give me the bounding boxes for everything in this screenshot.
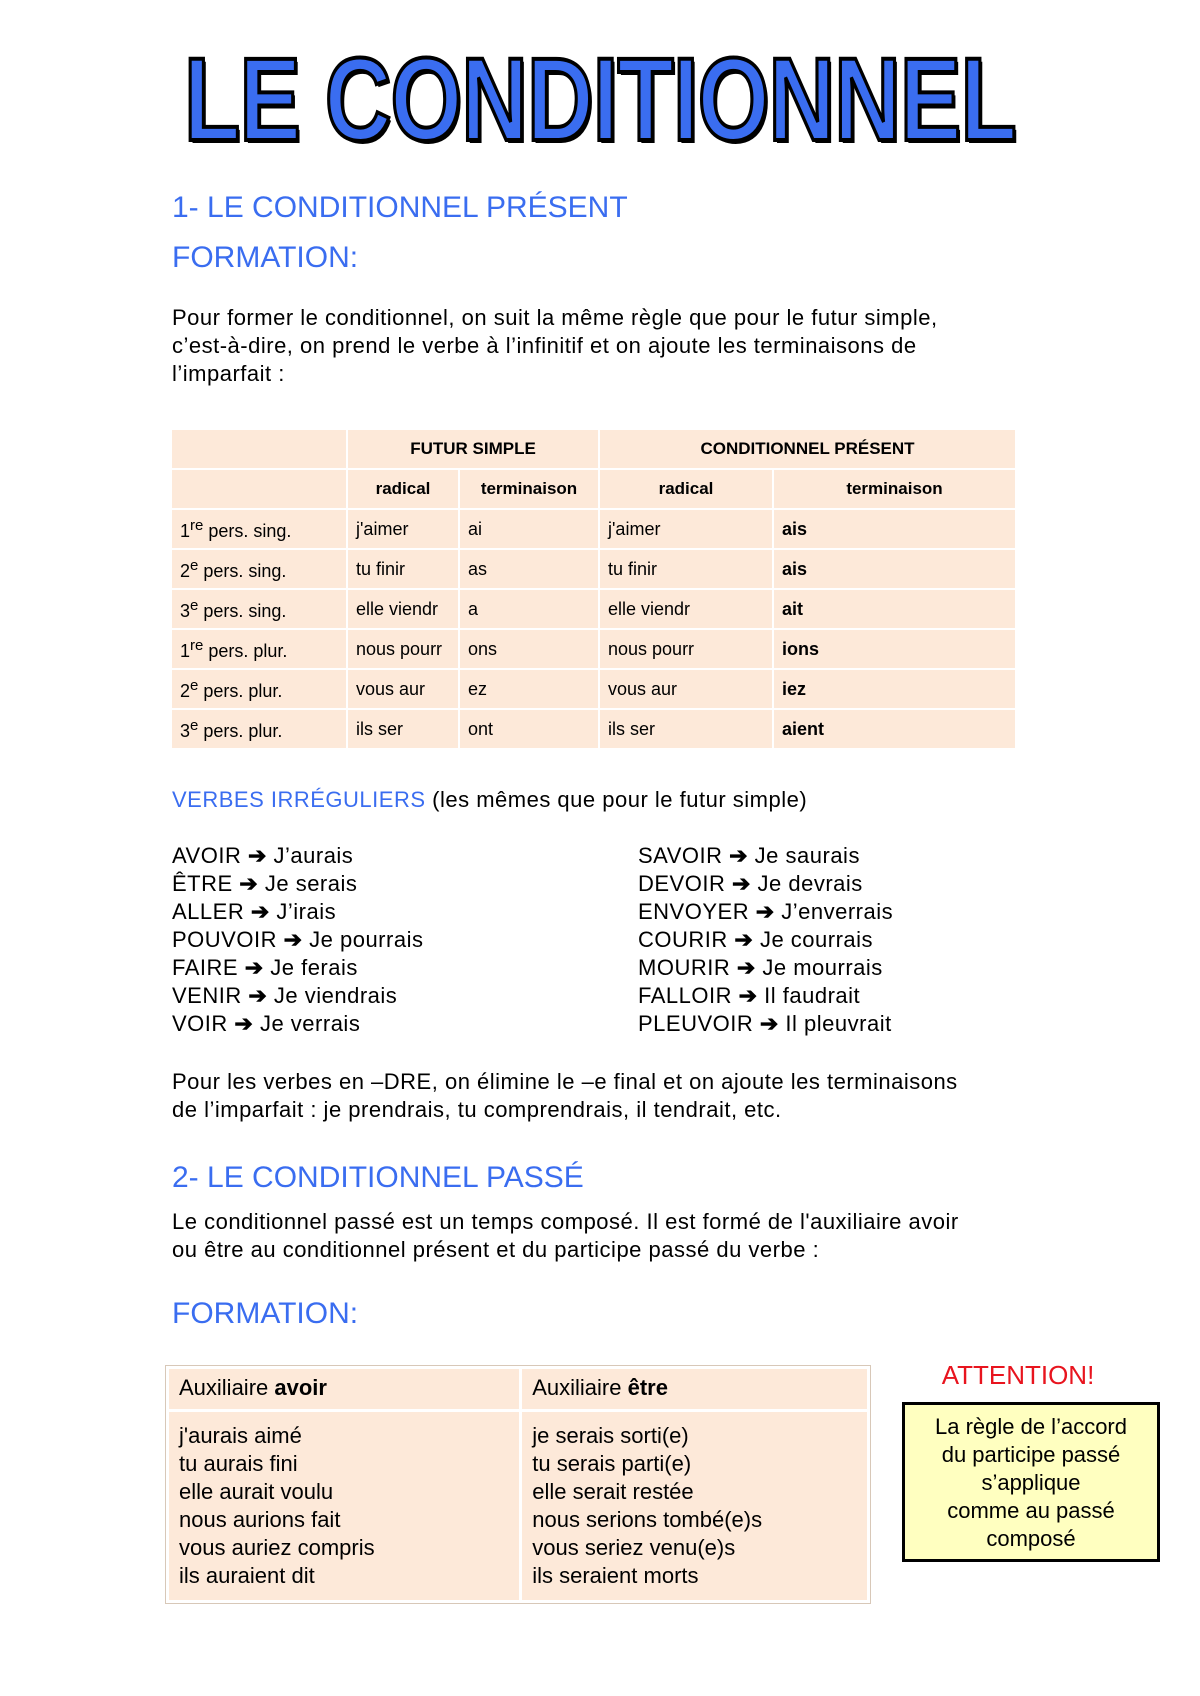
person-cell (172, 510, 346, 548)
formation-label-1: FORMATION: (172, 241, 359, 274)
note-line: du participe passé (941, 1442, 1121, 1467)
irregular-heading (172, 786, 807, 814)
example-line: j'aurais aimé (179, 1423, 302, 1448)
irregular-verb-line (638, 870, 893, 898)
intro-line: l’imparfait : (172, 361, 285, 386)
intro-paragraph-1 (172, 304, 1052, 388)
person-cell (172, 630, 346, 668)
irregular-verb: PLEUVOIR (638, 1011, 760, 1036)
dre-paragraph (172, 1068, 1052, 1124)
dre-line: de l’imparfait : je prendrais, tu comprendrais, il tendrait, etc. (172, 1097, 782, 1122)
irregular-verb-line (638, 1010, 893, 1038)
futur-ending-cell: as (460, 550, 598, 588)
cond-radical-cell: nous pourr (600, 630, 772, 668)
person-number: 3 (180, 720, 191, 741)
futur-ending-cell: ons (460, 630, 598, 668)
person-suffix: e (190, 716, 199, 734)
irregular-verb-line (638, 898, 893, 926)
futur-simple-header: FUTUR SIMPLE (348, 430, 598, 468)
cond-ending-cell: iez (774, 670, 1015, 708)
irregular-verb-line (172, 898, 423, 926)
person-number: 1 (180, 640, 191, 661)
person-label: pers. sing. (198, 600, 287, 621)
section2-heading: 2- LE CONDITIONNEL PASSÉ (172, 1161, 584, 1194)
example-line: ils auraient dit (179, 1563, 315, 1588)
table-row (172, 550, 1015, 588)
person-label: pers. plur. (203, 640, 288, 661)
irregular-form: J’enverrais (774, 899, 894, 924)
section1-heading: 1- LE CONDITIONNEL PRÉSENT (172, 191, 628, 224)
irregular-form: Je verrais (253, 1011, 361, 1036)
futur-radical-cell: vous aur (348, 670, 458, 708)
person-cell (172, 710, 346, 748)
sub-header: terminaison (460, 470, 598, 508)
irregular-verb: POUVOIR (172, 927, 284, 952)
etre-header (522, 1369, 867, 1409)
irregular-form: Il faudrait (757, 983, 861, 1008)
person-number: 2 (180, 560, 191, 581)
irregular-verb: AVOIR (172, 843, 248, 868)
etre-examples (522, 1412, 867, 1600)
cond-radical-cell: elle viendr (600, 590, 772, 628)
auxiliary-table (166, 1366, 870, 1603)
note-line: composé (986, 1526, 1076, 1551)
irregular-verb: VENIR (172, 983, 249, 1008)
arrow-icon: ➔ (244, 955, 264, 980)
irregular-list-right (638, 842, 893, 1038)
sub-header: radical (600, 470, 772, 508)
example-line: vous auriez compris (179, 1535, 375, 1560)
irregular-verb: SAVOIR (638, 843, 730, 868)
example-line: nous aurions fait (179, 1507, 341, 1532)
avoir-examples (169, 1412, 519, 1600)
irregular-verb: ALLER (172, 899, 251, 924)
person-label: pers. sing. (198, 560, 287, 581)
sub-header: radical (348, 470, 458, 508)
irregular-note: (les mêmes que pour le futur simple) (425, 787, 808, 812)
irregular-verb-line (172, 870, 423, 898)
example-line: tu aurais fini (179, 1451, 298, 1476)
arrow-icon: ➔ (234, 1011, 254, 1036)
irregular-verb-line (172, 926, 423, 954)
note-line: s’applique (981, 1470, 1081, 1495)
cond-ending-cell: ais (774, 550, 1015, 588)
person-cell (172, 550, 346, 588)
irregular-verb: COURIR (638, 927, 735, 952)
example-line: nous serions tombé(e)s (532, 1507, 763, 1532)
arrow-icon: ➔ (250, 899, 270, 924)
irregular-verb: MOURIR (638, 955, 737, 980)
arrow-icon: ➔ (736, 955, 756, 980)
intro-line: ou être au conditionnel présent et du participe passé du verbe : (172, 1237, 820, 1262)
arrow-icon: ➔ (755, 899, 775, 924)
futur-ending-cell: ez (460, 670, 598, 708)
irregular-verb-line (638, 842, 893, 870)
irregular-verb-line (638, 954, 893, 982)
note-line: La règle de l’accord (934, 1414, 1127, 1439)
irregular-list-left (172, 842, 423, 1038)
irregular-form: J’aurais (266, 843, 354, 868)
intro-paragraph-2 (172, 1208, 1052, 1264)
irregular-verb-line (172, 954, 423, 982)
person-label: pers. plur. (198, 680, 283, 701)
cond-radical-cell: tu finir (600, 550, 772, 588)
irregular-verb: FAIRE (172, 955, 245, 980)
futur-ending-cell: ai (460, 510, 598, 548)
cond-ending-cell: ions (774, 630, 1015, 668)
person-cell (172, 670, 346, 708)
cond-ending-cell: ait (774, 590, 1015, 628)
table-corner-cell (172, 470, 346, 508)
irregular-verb-line (172, 1010, 423, 1038)
cond-ending-cell: ais (774, 510, 1015, 548)
table-group-header-row (172, 430, 1015, 468)
irregular-verb-line (638, 982, 893, 1010)
irregular-form: Je mourrais (755, 955, 883, 980)
arrow-icon: ➔ (738, 983, 758, 1008)
person-cell (172, 590, 346, 628)
irregular-form: Je devrais (750, 871, 863, 896)
irregular-verb: ENVOYER (638, 899, 756, 924)
arrow-icon: ➔ (283, 927, 303, 952)
irregular-form: Il pleuvrait (778, 1011, 892, 1036)
table-corner-cell (172, 430, 346, 468)
cond-radical-cell: ils ser (600, 710, 772, 748)
intro-line: Le conditionnel passé est un temps composé. Il est formé de l'auxiliaire avoir (172, 1209, 959, 1234)
person-number: 2 (180, 680, 191, 701)
table-body (172, 510, 1015, 748)
irregular-verb: VOIR (172, 1011, 235, 1036)
arrow-icon: ➔ (248, 983, 268, 1008)
table-row (172, 670, 1015, 708)
sub-header: terminaison (774, 470, 1015, 508)
attention-label: ATTENTION! (941, 1360, 1095, 1390)
avoir-header-prefix: Auxiliaire (179, 1375, 275, 1400)
etre-header-prefix: Auxiliaire (532, 1375, 628, 1400)
futur-ending-cell: ont (460, 710, 598, 748)
person-label: pers. plur. (198, 720, 283, 741)
irregular-verb: DEVOIR (638, 871, 732, 896)
person-suffix: e (190, 676, 199, 694)
irregular-form: Je saurais (748, 843, 860, 868)
example-line: tu serais parti(e) (532, 1451, 692, 1476)
futur-radical-cell: tu finir (348, 550, 458, 588)
example-line: vous seriez venu(e)s (532, 1535, 736, 1560)
arrow-icon: ➔ (731, 871, 751, 896)
table-row (172, 510, 1015, 548)
aux-body-row (169, 1412, 867, 1600)
futur-radical-cell: elle viendr (348, 590, 458, 628)
futur-ending-cell: a (460, 590, 598, 628)
person-number: 3 (180, 600, 191, 621)
aux-header-row (169, 1369, 867, 1409)
irregular-form: Je ferais (263, 955, 358, 980)
accord-note-box (902, 1402, 1160, 1562)
futur-radical-cell: ils ser (348, 710, 458, 748)
irregular-verb: FALLOIR (638, 983, 739, 1008)
person-label: pers. sing. (203, 520, 292, 541)
example-line: je serais sorti(e) (532, 1423, 689, 1448)
person-suffix: e (190, 596, 199, 614)
irregular-verb-line (172, 982, 423, 1010)
irregular-form: Je serais (258, 871, 358, 896)
irregular-verb: ÊTRE (172, 871, 240, 896)
example-line: ils seraient morts (532, 1563, 699, 1588)
arrow-icon: ➔ (734, 927, 754, 952)
irregular-label: VERBES IRRÉGULIERS (172, 787, 426, 812)
futur-radical-cell: nous pourr (348, 630, 458, 668)
table-sub-header-row (172, 470, 1015, 508)
arrow-icon: ➔ (239, 871, 259, 896)
person-suffix: re (190, 516, 204, 534)
example-line: elle serait restée (532, 1479, 694, 1504)
avoir-header-word: avoir (274, 1375, 327, 1400)
dre-line: Pour les verbes en –DRE, on élimine le –e final et on ajoute les terminaisons (172, 1069, 958, 1094)
cond-radical-cell: vous aur (600, 670, 772, 708)
table-row (172, 590, 1015, 628)
irregular-form: Je pourrais (302, 927, 424, 952)
futur-radical-cell: j'aimer (348, 510, 458, 548)
irregular-verb-line (172, 842, 423, 870)
formation-label-2: FORMATION: (172, 1297, 359, 1330)
irregular-verb-line (638, 926, 893, 954)
example-line: elle aurait voulu (179, 1479, 334, 1504)
arrow-icon: ➔ (729, 843, 749, 868)
intro-line: Pour former le conditionnel, on suit la même règle que pour le futur simple, (172, 305, 938, 330)
irregular-form: Je viendrais (267, 983, 398, 1008)
conditionnel-present-header: CONDITIONNEL PRÉSENT (600, 430, 1015, 468)
table-row (172, 710, 1015, 748)
person-number: 1 (180, 520, 191, 541)
irregular-form: J’irais (269, 899, 337, 924)
etre-header-word: être (627, 1375, 668, 1400)
cond-ending-cell: aient (774, 710, 1015, 748)
note-line: comme au passé (947, 1498, 1115, 1523)
arrow-icon: ➔ (247, 843, 267, 868)
intro-line: c’est-à-dire, on prend le verbe à l’infinitif et on ajoute les terminaisons de (172, 333, 917, 358)
cond-radical-cell: j'aimer (600, 510, 772, 548)
person-suffix: re (190, 636, 204, 654)
person-suffix: e (190, 556, 199, 574)
arrow-icon: ➔ (759, 1011, 779, 1036)
irregular-form: Je courrais (753, 927, 874, 952)
table-row (172, 630, 1015, 668)
avoir-header (169, 1369, 519, 1409)
conjugation-table (170, 428, 1017, 750)
page-title: LE CONDITIONNEL (184, 34, 1016, 166)
